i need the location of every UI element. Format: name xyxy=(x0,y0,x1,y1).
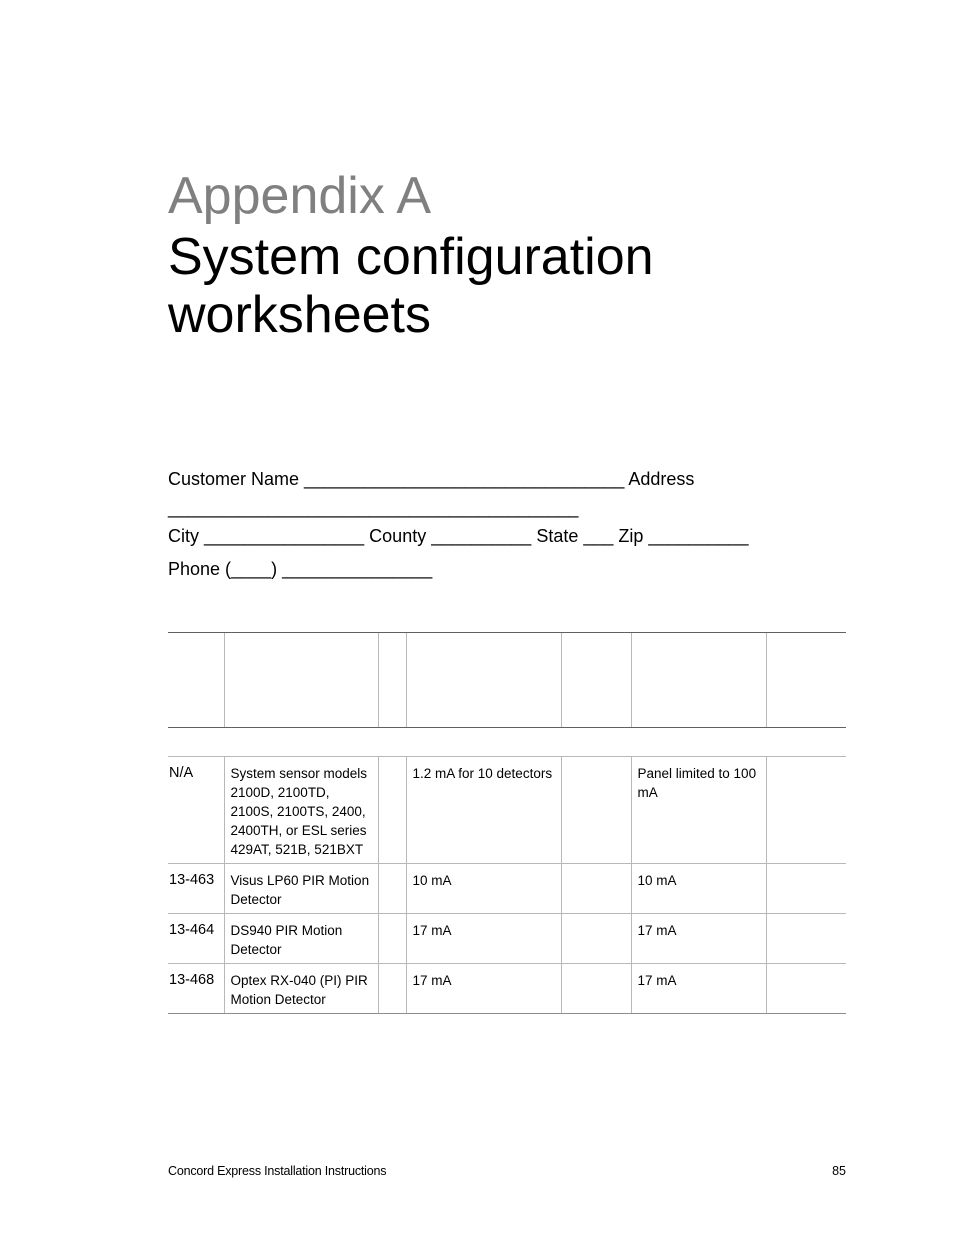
address-blank-line: _________________________________________ xyxy=(168,498,579,518)
phone-line: Phone (____) _______________ xyxy=(168,559,433,579)
header-cell xyxy=(224,633,378,728)
blank-cell xyxy=(378,757,406,864)
description-cell: DS940 PIR Motion Detector xyxy=(224,914,378,964)
blank-cell xyxy=(378,914,406,964)
table-row xyxy=(168,757,846,864)
header-cell xyxy=(561,633,631,728)
max-current-cell: 10 mA xyxy=(631,864,766,914)
max-current-cell: 17 mA xyxy=(631,964,766,1014)
header-cell xyxy=(378,633,406,728)
part-number-cell: 13-468 xyxy=(168,964,224,1014)
header-cell xyxy=(766,633,846,728)
current-cell: 17 mA xyxy=(406,914,561,964)
blank-cell xyxy=(766,964,846,1014)
blank-cell xyxy=(561,914,631,964)
table-header-row xyxy=(168,633,846,728)
page-title: System configuration worksheets xyxy=(168,228,654,344)
blank-cell xyxy=(561,757,631,864)
table-row xyxy=(168,864,846,914)
description-cell: Optex RX-040 (PI) PIR Motion Detector xyxy=(224,964,378,1014)
appendix-label: Appendix A xyxy=(168,167,432,225)
worksheet-table xyxy=(168,632,846,1014)
current-cell: 17 mA xyxy=(406,964,561,1014)
blank-cell xyxy=(766,864,846,914)
header-cell xyxy=(631,633,766,728)
footer-document-title: Concord Express Installation Instructions xyxy=(168,1164,387,1178)
part-number-cell: 13-464 xyxy=(168,914,224,964)
current-cell: 10 mA xyxy=(406,864,561,914)
city-county-state-zip-line: City ________________ County __________ State ___ Zip __________ xyxy=(168,526,749,546)
blank-cell xyxy=(561,964,631,1014)
table-row xyxy=(168,914,846,964)
header-cell xyxy=(406,633,561,728)
table-spacer-row xyxy=(168,728,846,757)
blank-cell xyxy=(378,964,406,1014)
customer-name-address-line: Customer Name ________________________________ Address xyxy=(168,469,695,489)
table-row xyxy=(168,964,846,1014)
part-number-cell: 13-463 xyxy=(168,864,224,914)
blank-cell xyxy=(378,864,406,914)
max-current-cell: 17 mA xyxy=(631,914,766,964)
current-cell: 1.2 mA for 10 detectors xyxy=(406,757,561,864)
blank-cell xyxy=(561,864,631,914)
blank-cell xyxy=(766,757,846,864)
description-cell: System sensor models 2100D, 2100TD, 2100S, 2100TS, 2400, 2400TH, or ESL series 429AT, 521B, 521BXT xyxy=(224,757,378,864)
blank-cell xyxy=(766,914,846,964)
description-cell: Visus LP60 PIR Motion Detector xyxy=(224,864,378,914)
part-number-cell: N/A xyxy=(168,757,224,864)
header-cell xyxy=(168,633,224,728)
max-current-cell: Panel limited to 100 mA xyxy=(631,757,766,864)
page-number: 85 xyxy=(832,1164,846,1178)
